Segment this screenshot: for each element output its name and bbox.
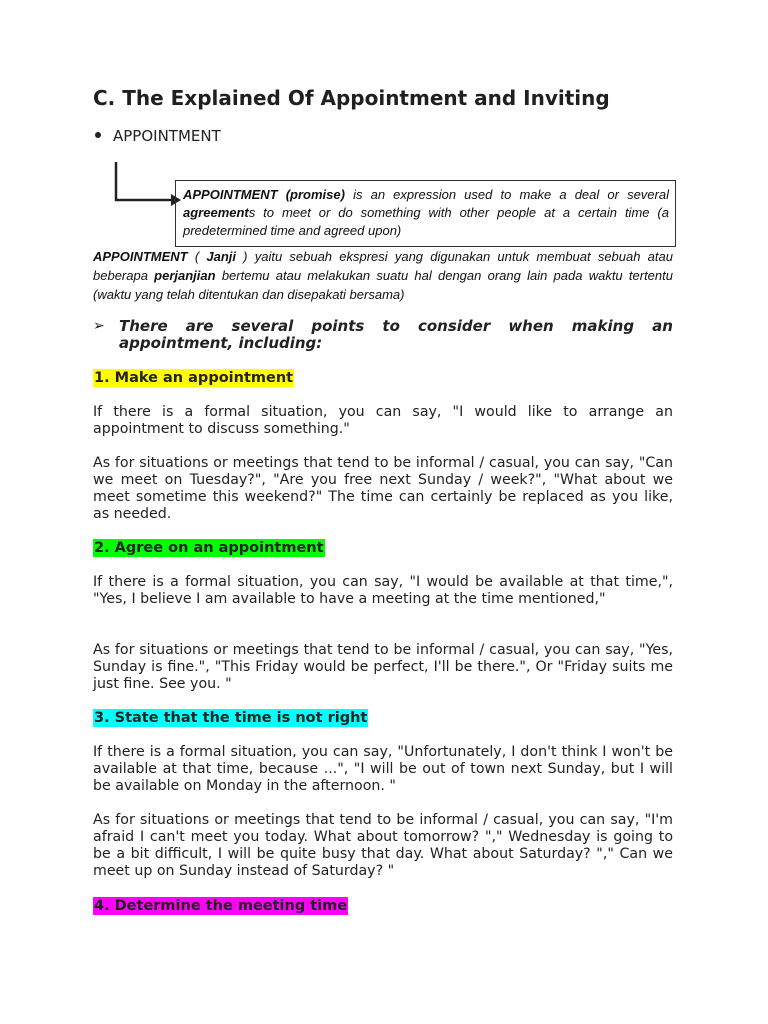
bullet-label: APPOINTMENT (113, 127, 221, 145)
definition-id-text: ) yaitu sebuah ekspresi yang digunakan untuk membuat sebuah atau beberapa (93, 249, 673, 283)
page-title: C. The Explained Of Appointment and Inviting (93, 86, 610, 110)
points-intro (93, 318, 673, 352)
section-heading-2: 2. Agree on an appointment (94, 540, 324, 556)
definition-id-term: APPOINTMENT (93, 249, 188, 264)
definition-bold-word: agreement (183, 205, 249, 220)
definition-indonesian (93, 247, 673, 304)
definition-box (175, 180, 676, 247)
definition-id-text-rest: bertemu atau melakukan suatu hal dengan orang lain pada waktu tertentu (waktu yang telah ditentukan dan disepakati bersama) (93, 268, 673, 302)
definition-text: is an expression used to make a deal or several (344, 187, 669, 202)
section-3-informal: As for situations or meetings that tend to be informal / casual, you can say, "I'm afraid I can't meet you today. What about tomorrow? "," Wednesday is going to be a bit difficult, I will be quite busy that day. What about Saturday? "," Can we meet up on Sunday instead of Saturday? " (93, 812, 673, 879)
definition-term: APPOINTMENT (promise) (183, 187, 345, 202)
points-intro-text: There are several points to consider when making an appointment, including: (119, 317, 673, 352)
section-heading-4: 4. Determine the meeting time (94, 898, 348, 914)
definition-text-rest: s to meet or do something with other people at a certain time (a predetermined time and agreed upon) (183, 205, 669, 238)
definition-id-bold-word: perjanjian (154, 268, 216, 283)
section-2-informal: As for situations or meetings that tend to be informal / casual, you can say, "Yes, Sunday is fine.", "This Friday would be perfect, I'll be there.", Or "Friday suits me just fine. See you. " (93, 642, 673, 692)
section-heading-1: 1. Make an appointment (94, 370, 294, 386)
bullet-dot-icon (95, 132, 101, 138)
section-1-formal: If there is a formal situation, you can say, "I would like to arrange an appointment to discuss something." (93, 404, 673, 437)
section-2-formal: If there is a formal situation, you can say, "I would be available at that time,", "Yes, I believe I am available to have a meeting at the time mentioned," (93, 574, 673, 607)
definition-id-janji: Janji (206, 249, 236, 264)
section-heading-3: 3. State that the time is not right (94, 710, 368, 726)
bent-arrow-icon (113, 160, 183, 210)
arrowhead-bullet-icon: ➢ (93, 318, 105, 334)
bullet-item (93, 127, 221, 145)
section-1-informal: As for situations or meetings that tend to be informal / casual, you can say, "Can we meet on Tuesday?", "Are you free next Sunday / week?", "What about we meet sometime this weekend?" The time can certainly be replaced as you like, as needed. (93, 455, 673, 522)
definition-id-paren: ( (187, 249, 207, 264)
section-3-formal: If there is a formal situation, you can say, "Unfortunately, I don't think I won't be available at that time, because ...", "I will be out of town next Sunday, but I will be available on Monday in the afternoon. " (93, 744, 673, 794)
